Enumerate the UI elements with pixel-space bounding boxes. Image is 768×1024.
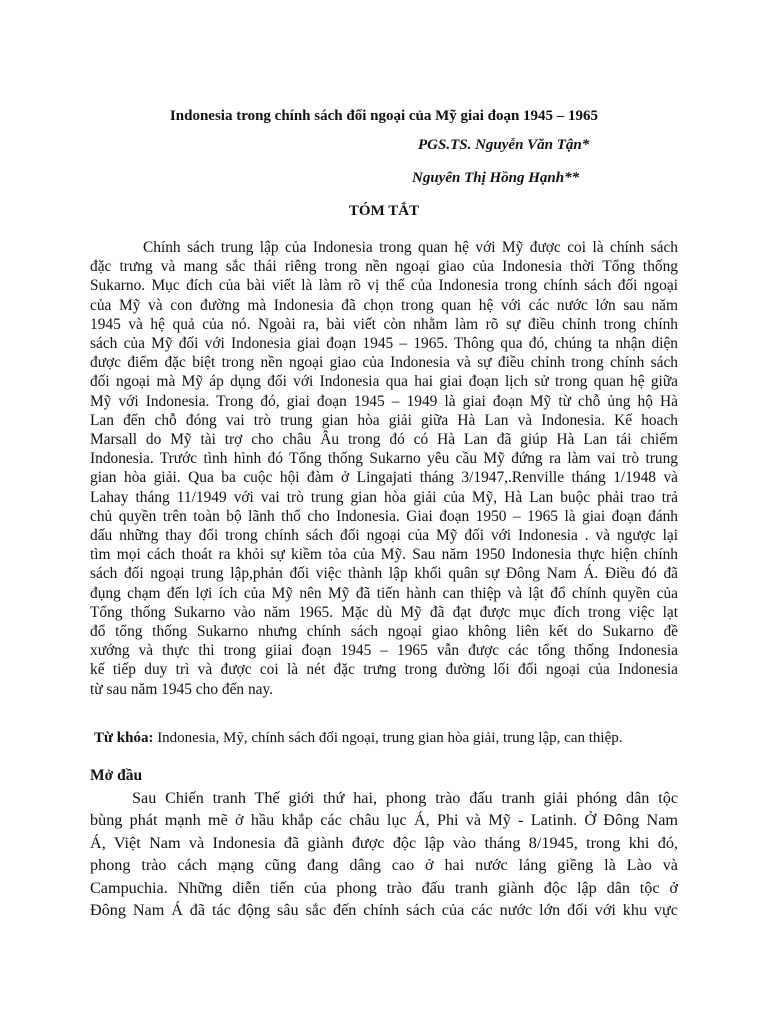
intro-line: Đông Nam Á đã tác động sâu sắc đến chính sách của các nước lớn đối với khu vực [90, 901, 678, 920]
abstract-line: Indonesia. Trước tình hình đó Tổng thống Sukarno yêu cầu Mỹ đứng ra làm vai trò trung [90, 450, 678, 468]
abstract-line: Marsall do Mỹ tài trợ cho châu Âu trong đó có Hà Lan đã giúp Hà Lan tái chiếm [90, 431, 678, 449]
intro-heading: Mở đầu [90, 767, 143, 784]
abstract-line: sách của Mỹ đối với Indonesia giai đoạn 1945 – 1965. Thông qua đó, chúng ta nhận diện [90, 335, 678, 353]
abstract-line: chủ quyền trên toàn bộ lãnh thổ cho Indonesia. Giai đoạn 1950 – 1965 là giai đoạn đánh [90, 507, 678, 525]
abstract-heading: TÓM TẮT [348, 203, 420, 219]
abstract-line: Lahay tháng 11/1949 với vai trò trung gian hòa giải của Mỹ, Hà Lan buộc phải trao trả [90, 488, 678, 506]
abstract-line: 1945 và hệ quả của nó. Ngoài ra, bài viết còn nhằm làm rõ sự điều chỉnh trong chính [90, 315, 678, 333]
abstract-line: đặc trưng và mang sắc thái riêng trong nền ngoại giao của Indonesia thời Tổng thống [90, 258, 678, 276]
intro-line: Á, Việt Nam và Indonesia đã giành được độc lập vào tháng 8/1945, trong khi đó, [90, 833, 678, 852]
abstract-line: gian hòa giải. Qua ba cuộc hội đàm ở Lingajati tháng 3/1947,.Renville tháng 1/1948 và [90, 469, 678, 487]
abstract-line: đụng chạm đến lợi ích của Mỹ nên Mỹ đã tiến hành can thiệp và lật đổ chính quyền của [90, 584, 678, 602]
abstract-line: dấu những thay đổi trong chính sách đối ngoại của Mỹ đối với Indonesia . và ngược lại [90, 527, 678, 545]
abstract-body [90, 238, 678, 699]
abstract-line: Chính sách trung lập của Indonesia trong quan hệ với Mỹ được coi là chính sách [143, 239, 678, 256]
abstract-line: từ sau năm 1945 cho đến nay. [90, 680, 274, 698]
abstract-line: kế tiếp duy trì và được coi là nét đặc trưng trong đường lối đối ngoại của Indonesia [90, 661, 678, 679]
abstract-line: được điểm đặc biệt trong nền ngoại giao của Indonesia và sự điều chỉnh trong chính sách [90, 354, 678, 372]
author-2: Nguyên Thị Hồng Hạnh** [412, 170, 580, 186]
author-1: PGS.TS. Nguyễn Văn Tận* [418, 137, 590, 153]
keywords-label: Từ khóa: [94, 730, 154, 746]
abstract-line: xướng và thực thi trong giiai đoạn 1945 – 1965 vẫn được các tổng thống Indonesia [90, 642, 678, 660]
keywords-text: Indonesia, Mỹ, chính sách đối ngoại, trung gian hòa giải, trung lập, can thiệp. [153, 730, 623, 746]
intro-line: bùng phát mạnh mẽ ở hầu khắp các châu lục Á, Phi và Mỹ - Latinh. Ở Đông Nam [90, 811, 678, 830]
abstract-line: đổ tổng thống Sukarno nhưng chính sách ngoại giao không liên kết do Sukarno đề [90, 623, 678, 641]
abstract-line: sách đối ngoại trung lập,phản đối việc thành lập khối quân sự Đông Nam Á. Điều đó đã [90, 565, 678, 583]
abstract-line: tìm mọi cách thoát ra khỏi sự kiềm tỏa của Mỹ. Sau năm 1950 Indonesia thực hiện chính [90, 546, 678, 564]
intro-line: Sau Chiến tranh Thế giới thứ hai, phong trào đấu tranh giải phóng dân tộc [132, 789, 678, 807]
intro-body [90, 787, 678, 921]
intro-line: phong trào cách mạng cũng đang dâng cao ở hai nước láng giềng là Lào và [90, 856, 678, 875]
abstract-line: Lan đến chỗ đóng vai trò trung gian hòa giải giữa Hà Lan và Indonesia. Kế hoach [90, 411, 678, 429]
abstract-line: Sukarno. Mục đích của bài viết là làm rõ vị thế của Indonesia trong chính sách đối ngoại [90, 277, 678, 295]
abstract-line: Mỹ với Indonesia. Trong đó, giai đoạn 1945 – 1949 là giai đoạn Mỹ từ chỗ ủng hộ Hà [90, 392, 678, 410]
intro-line: Campuchia. Những diễn tiến của phong trào đấu tranh giành độc lập dân tộc ở [90, 878, 678, 897]
abstract-line: đối ngoại mà Mỹ áp dụng đối với Indonesia qua hai giai đoạn lịch sử trong quan hệ giữa [90, 373, 678, 391]
document-title: Indonesia trong chính sách đối ngoại của Mỹ giai đoạn 1945 – 1965 [169, 108, 599, 124]
keywords-line [94, 730, 623, 747]
abstract-line: của Mỹ và con đường mà Indonesia đã chọn trong quan hệ với các nước lớn sau năm [90, 296, 678, 314]
abstract-line: Tổng thống Sukarno vào năm 1965. Mặc dù Mỹ đã đạt được mục đích trong việc lạt [90, 603, 678, 621]
